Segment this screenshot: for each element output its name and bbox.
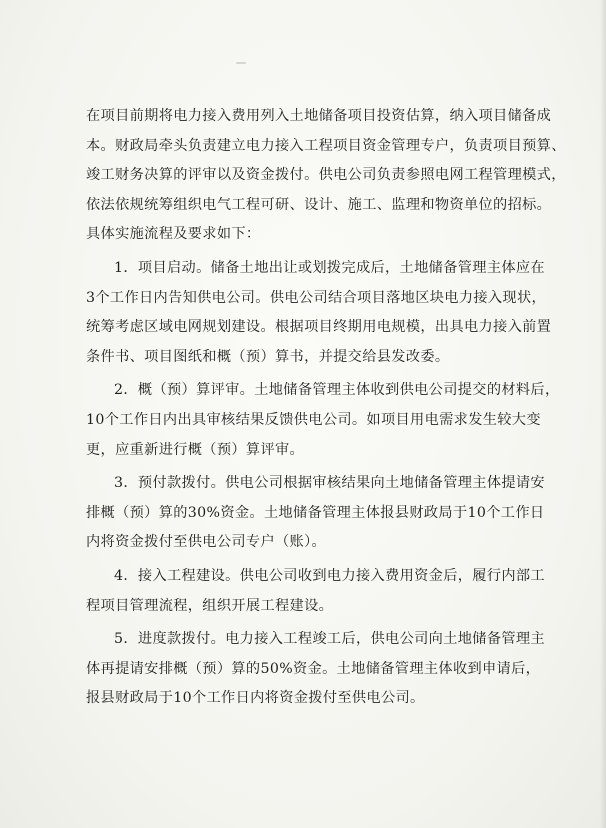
text-line: 报县财政局于10个工作日内将资金拨付至供电公司。	[86, 690, 425, 707]
paragraph-step-1	[86, 254, 552, 372]
text-line: 3．预付款拨付。供电公司根据审核结果向土地储备管理主体提请安	[114, 475, 545, 492]
text-line: 更，应重新进行概（预）算评审。	[86, 441, 305, 458]
text-line: 条件书、项目图纸和概（预）算书，并提交给县发改委。	[86, 348, 450, 365]
text-line: 在项目前期将电力接入费用列入土地储备项目投资估算，纳入项目储备成	[86, 108, 552, 124]
text-line: 体再提请安排概（预）算的50%资金。土地储备管理主体收到申请后，	[86, 660, 541, 677]
text-line: 本。财政局牵头负责建立电力接入工程项目资金管理专户，负责项目预算、	[86, 137, 566, 154]
text-line: 4．接入工程建设。供电公司收到电力接入费用资金后，履行内部工	[114, 567, 545, 584]
text-line: 具体实施流程及要求如下：	[86, 226, 261, 243]
paragraph-step-2	[86, 376, 560, 465]
paragraph-step-3	[86, 469, 545, 558]
text-line: 2．概（预）算评审。土地储备管理主体收到供电公司提交的材料后，	[114, 382, 560, 399]
paragraph-intro	[86, 102, 566, 250]
text-line: 统筹考虑区域电网规划建设。根据项目终期用电规模，出具电力接入前置	[86, 319, 552, 336]
text-line: 5．进度款拨付。电力接入工程竣工后，供电公司向土地储备管理主	[114, 631, 545, 648]
text-line: 内将资金拨付至供电公司专户（账）。	[86, 534, 327, 551]
text-line: 1．项目启动。储备土地出让或划拨完成后，土地储备管理主体应在	[114, 259, 545, 276]
scan-speck	[236, 62, 246, 64]
scan-edge-shadow	[600, 0, 606, 828]
text-line: 程项目管理流程，组织开展工程建设。	[86, 597, 334, 614]
paragraph-step-5	[86, 625, 545, 714]
text-line: 3个工作日内告知供电公司。供电公司结合项目落地区块电力接入现状，	[86, 289, 547, 306]
paragraph-step-4	[86, 562, 545, 621]
text-line: 10个工作日内出具审核结果反馈供电公司。如项目用电需求发生较大变	[86, 411, 541, 428]
document-body	[86, 102, 566, 714]
text-line: 依法依规统筹组织电气工程可研、设计、施工、监理和物资单位的招标。	[86, 196, 552, 213]
text-line: 竣工财务决算的评审以及资金拨付。供电公司负责参照电网工程管理模式，	[86, 167, 566, 184]
text-line: 排概（预）算的30%资金。土地储备管理主体报县财政局于10个工作日	[86, 504, 545, 521]
